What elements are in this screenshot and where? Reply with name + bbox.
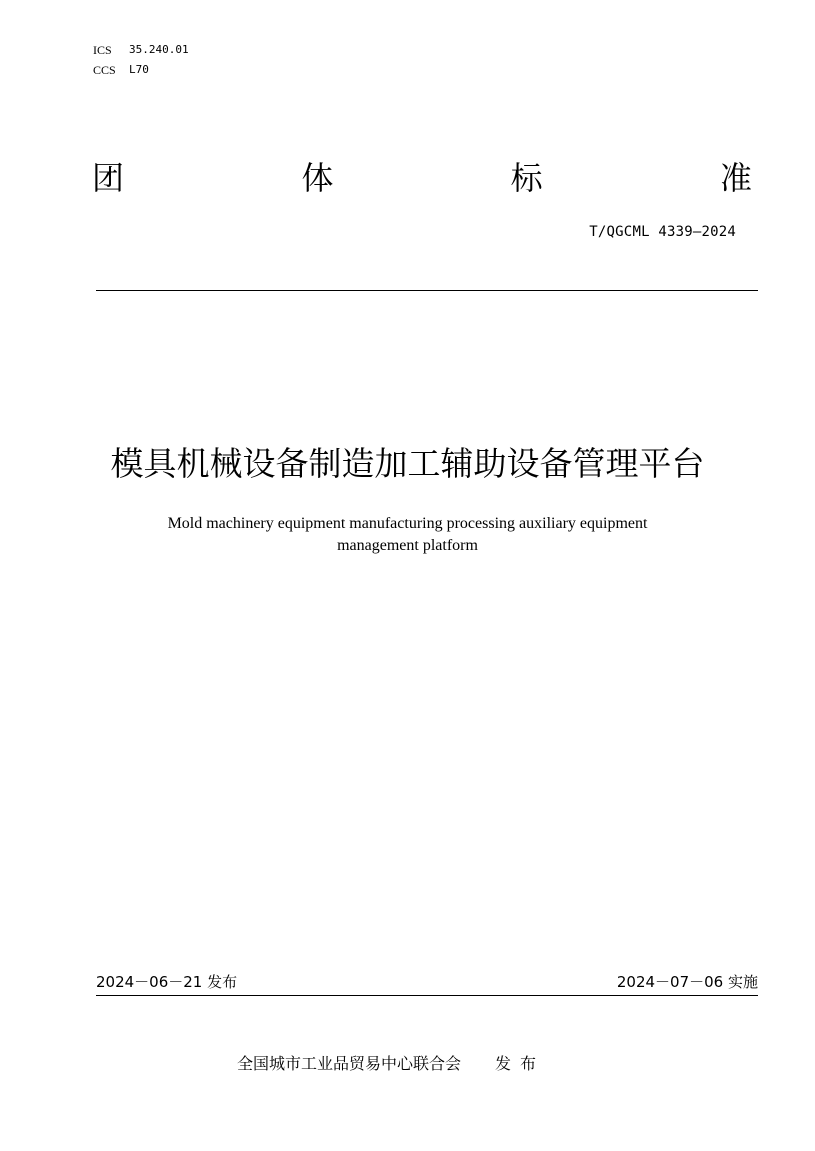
ccs-value: L70: [129, 63, 149, 76]
standard-type-char: 准: [719, 159, 752, 197]
title-en-line-2: management platform: [337, 537, 478, 554]
standard-number: T/QGCML 4339—2024: [589, 224, 736, 240]
top-divider: [96, 290, 758, 291]
classification-codes: [93, 40, 189, 80]
title-en-line-1: Mold machinery equipment manufacturing processing auxiliary equipment: [167, 515, 648, 532]
publish-date: 2024－06－21 发布: [96, 973, 238, 991]
bottom-divider: [96, 995, 758, 996]
issuer-action: 发布: [495, 1054, 546, 1073]
ics-value: 35.240.01: [129, 43, 189, 56]
implement-date: 2024－07－06 实施: [616, 973, 758, 991]
document-title-cn: 模具机械设备制造加工辅助设备管理平台: [110, 444, 705, 483]
issuer-name: 全国城市工业品贸易中心联合会: [237, 1054, 462, 1073]
ccs-row: [93, 60, 189, 80]
standard-type-heading: [92, 158, 752, 198]
issuer-line: [237, 1052, 545, 1076]
ccs-label: CCS: [93, 63, 116, 77]
document-title-en: [120, 513, 695, 557]
ics-label: ICS: [93, 43, 112, 57]
date-row: [96, 970, 758, 994]
ics-row: [93, 40, 189, 60]
standard-type-char: 团: [92, 159, 125, 197]
standard-type-char: 标: [510, 159, 543, 197]
standard-type-char: 体: [301, 159, 334, 197]
